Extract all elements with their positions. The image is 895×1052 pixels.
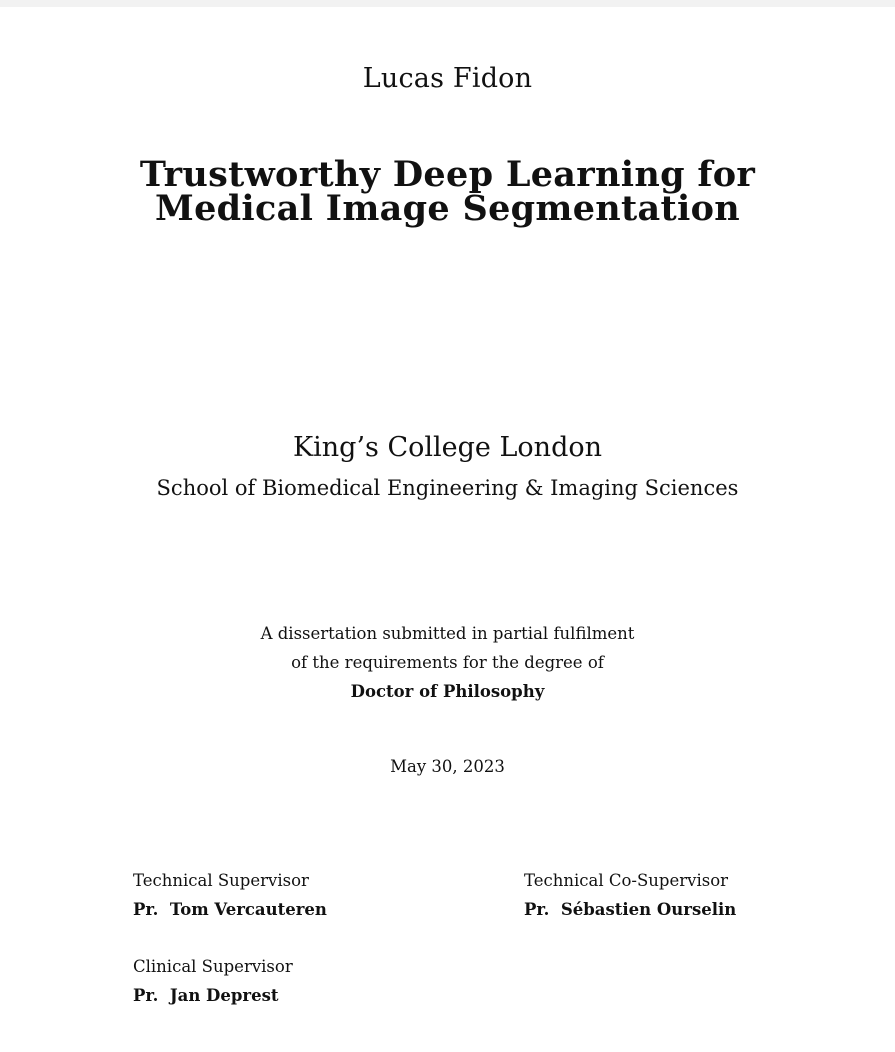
clinical-supervisor [133,952,293,1010]
dissertation-statement [0,619,895,706]
technical-supervisor [133,866,327,924]
thesis-title-line-2: Medical Image Segmentation [155,188,740,229]
institution-name: King’s College London [292,432,602,463]
thesis-title-line-1: Trustworthy Deep Learning for [139,154,756,195]
supervisor-role: Technical Co-Supervisor [524,871,729,890]
author-name: Lucas Fidon [362,63,533,94]
supervisor-name: Pr. Tom Vercauteren [133,900,327,919]
supervisor-role: Technical Supervisor [133,871,309,890]
degree-name: Doctor of Philosophy [350,682,545,701]
title-page [0,7,895,1052]
dissertation-line-2: of the requirements for the degree of [291,653,604,672]
school-name: School of Biomedical Engineering & Imaging Sciences [156,476,739,500]
supervisor-name: Pr. Sébastien Ourselin [524,900,737,919]
thesis-title [0,154,895,229]
submission-date: May 30, 2023 [390,757,505,776]
supervisor-role: Clinical Supervisor [133,957,293,976]
supervisor-name: Pr. Jan Deprest [133,986,279,1005]
technical-co-supervisor [524,866,736,924]
dissertation-line-1: A dissertation submitted in partial fulfilment [260,624,635,643]
